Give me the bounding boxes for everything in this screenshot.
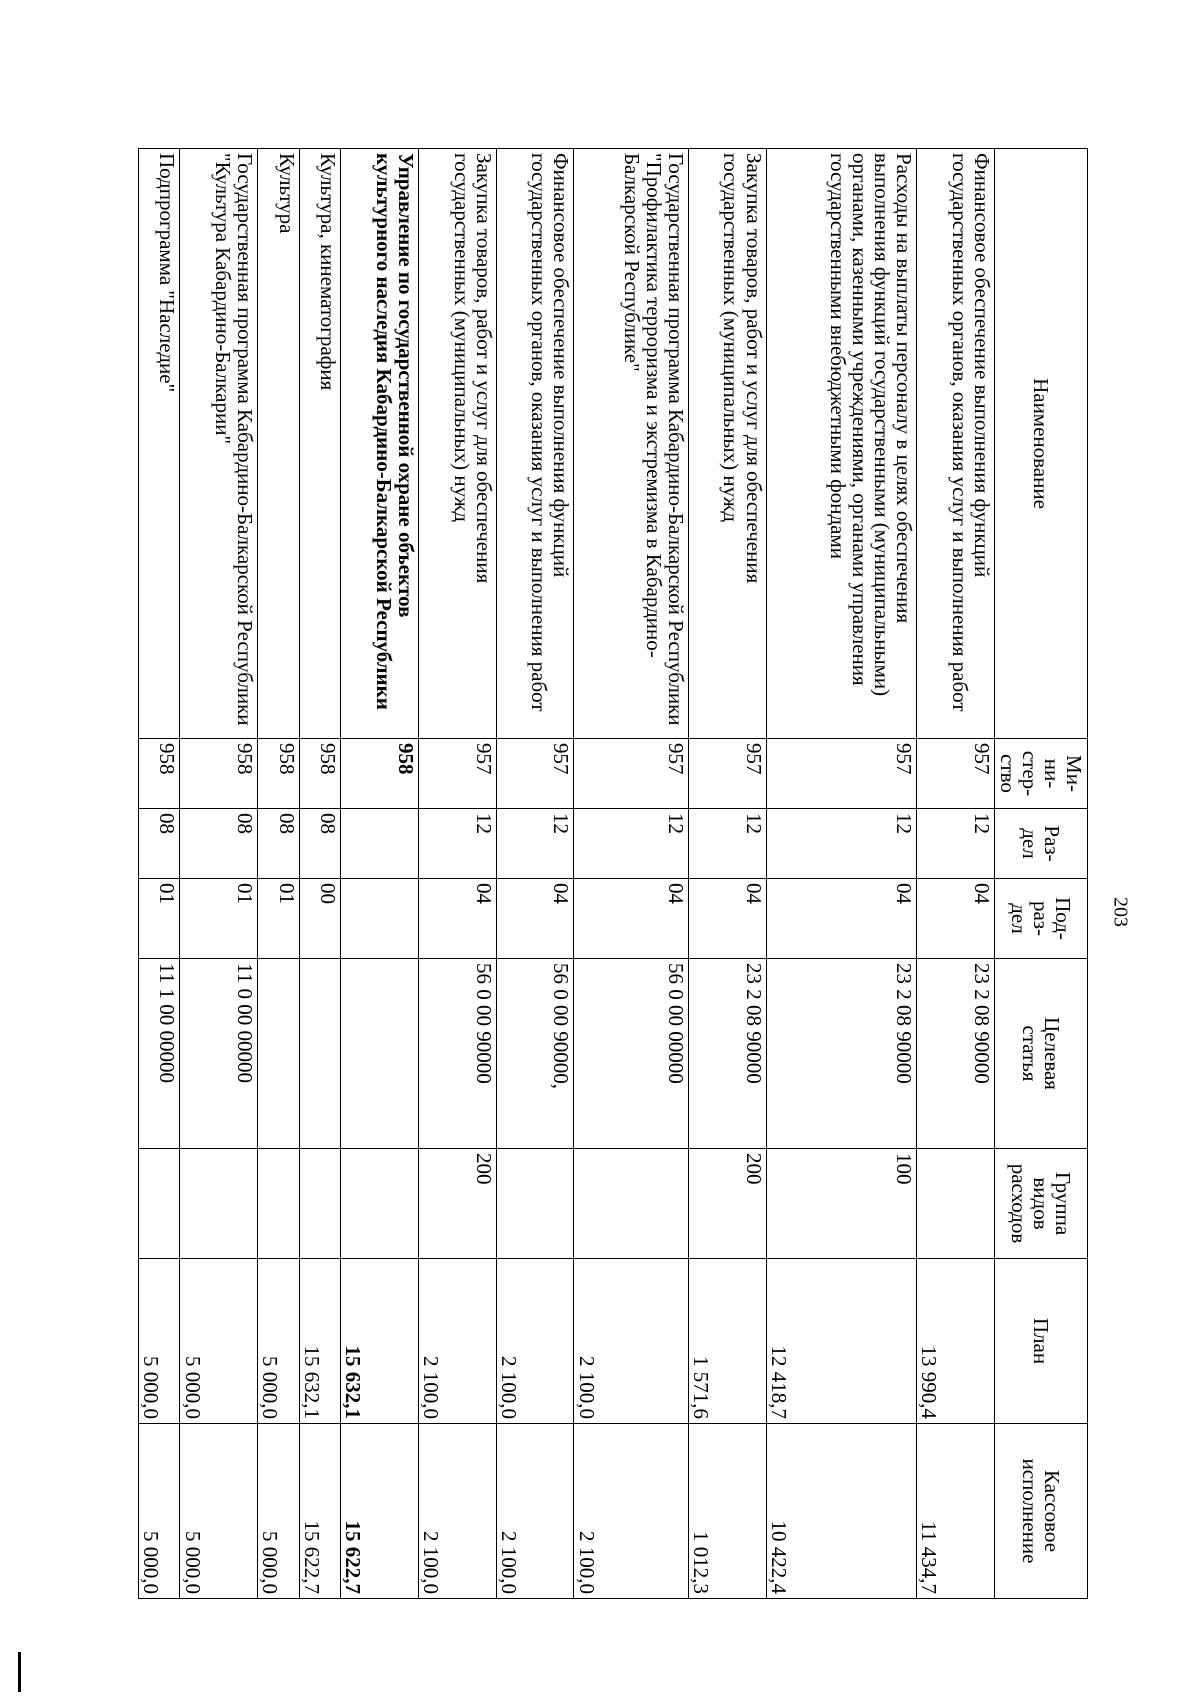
cell-target: 23 2 08 90000 bbox=[688, 959, 766, 1149]
cell-group: 200 bbox=[418, 1149, 496, 1259]
cell-plan: 2 100,0 bbox=[418, 1259, 496, 1424]
cell-subsection bbox=[341, 879, 419, 959]
cell-plan: 2 100,0 bbox=[496, 1259, 574, 1424]
cell-ministry: 957 bbox=[418, 739, 496, 809]
cell-target: 23 2 08 90000 bbox=[917, 959, 995, 1149]
page-number: 203 bbox=[1109, 897, 1132, 927]
cell-plan: 2 100,0 bbox=[574, 1259, 688, 1424]
header-name: Наименование bbox=[995, 149, 1088, 739]
table-row bbox=[766, 149, 917, 1599]
cell-section: 12 bbox=[574, 809, 688, 879]
cell-section: 12 bbox=[418, 809, 496, 879]
cell-section: 08 bbox=[180, 809, 258, 879]
cell-name: Финансовое обеспечение выполнения функций государственных органов, оказания услуг и выполнения работ bbox=[496, 149, 574, 739]
cell-ministry: 958 bbox=[258, 739, 299, 809]
cell-ministry: 958 bbox=[341, 739, 419, 809]
cell-subsection: 04 bbox=[917, 879, 995, 959]
header-subsection: Под- раз- дел bbox=[995, 879, 1088, 959]
table-row bbox=[418, 149, 496, 1599]
table-row bbox=[341, 149, 419, 1599]
cell-actual: 15 622,7 bbox=[299, 1424, 340, 1599]
margin-mark bbox=[18, 1652, 21, 1692]
cell-group bbox=[180, 1149, 258, 1259]
header-group: Группа видов расходов bbox=[995, 1149, 1088, 1259]
table-body bbox=[139, 149, 995, 1599]
cell-target: 56 0 00 90000 bbox=[418, 959, 496, 1149]
cell-subsection: 04 bbox=[496, 879, 574, 959]
rotated-table-wrapper bbox=[138, 148, 1088, 1598]
cell-name: Культура bbox=[258, 149, 299, 739]
cell-group bbox=[574, 1149, 688, 1259]
header-plan: План bbox=[995, 1259, 1088, 1424]
cell-group: 200 bbox=[688, 1149, 766, 1259]
cell-section: 12 bbox=[688, 809, 766, 879]
cell-plan: 1 571,6 bbox=[688, 1259, 766, 1424]
cell-ministry: 958 bbox=[299, 739, 340, 809]
cell-group bbox=[258, 1149, 299, 1259]
table-row bbox=[496, 149, 574, 1599]
cell-ministry: 957 bbox=[917, 739, 995, 809]
cell-name: Подпрограмма "Наследие" bbox=[139, 149, 180, 739]
cell-target bbox=[341, 959, 419, 1149]
cell-subsection: 04 bbox=[418, 879, 496, 959]
cell-subsection: 01 bbox=[258, 879, 299, 959]
cell-section: 08 bbox=[139, 809, 180, 879]
cell-name: Финансовое обеспечение выполнения функций государственных органов, оказания услуг и выполнения работ bbox=[917, 149, 995, 739]
cell-target bbox=[258, 959, 299, 1149]
cell-group bbox=[299, 1149, 340, 1259]
budget-table bbox=[138, 148, 1088, 1599]
cell-group bbox=[496, 1149, 574, 1259]
cell-ministry: 957 bbox=[496, 739, 574, 809]
cell-plan: 5 000,0 bbox=[180, 1259, 258, 1424]
table-row bbox=[258, 149, 299, 1599]
cell-actual: 2 100,0 bbox=[574, 1424, 688, 1599]
cell-name: Закупка товаров, работ и услуг для обеспечения государственных (муниципальных) нужд bbox=[688, 149, 766, 739]
cell-actual: 1 012,3 bbox=[688, 1424, 766, 1599]
cell-actual: 5 000,0 bbox=[139, 1424, 180, 1599]
cell-target: 56 0 00 00000 bbox=[574, 959, 688, 1149]
cell-plan: 15 632,1 bbox=[341, 1259, 419, 1424]
cell-ministry: 957 bbox=[574, 739, 688, 809]
table-row bbox=[139, 149, 180, 1599]
cell-target: 23 2 08 90000 bbox=[766, 959, 917, 1149]
table-stage bbox=[138, 148, 1088, 1598]
cell-target bbox=[299, 959, 340, 1149]
cell-actual: 10 422,4 bbox=[766, 1424, 917, 1599]
header-target: Целевая статья bbox=[995, 959, 1088, 1149]
cell-target: 11 0 00 00000 bbox=[180, 959, 258, 1149]
cell-actual: 2 100,0 bbox=[418, 1424, 496, 1599]
cell-group bbox=[139, 1149, 180, 1259]
cell-group bbox=[341, 1149, 419, 1259]
cell-group bbox=[917, 1149, 995, 1259]
cell-section: 12 bbox=[496, 809, 574, 879]
cell-plan: 15 632,1 bbox=[299, 1259, 340, 1424]
table-row bbox=[299, 149, 340, 1599]
cell-target: 56 0 00 90000, bbox=[496, 959, 574, 1149]
cell-ministry: 957 bbox=[688, 739, 766, 809]
cell-plan: 5 000,0 bbox=[139, 1259, 180, 1424]
cell-actual: 2 100,0 bbox=[496, 1424, 574, 1599]
cell-section: 12 bbox=[766, 809, 917, 879]
cell-name: Закупка товаров, работ и услуг для обеспечения государственных (муниципальных) нужд bbox=[418, 149, 496, 739]
cell-actual: 15 622,7 bbox=[341, 1424, 419, 1599]
cell-plan: 13 990,4 bbox=[917, 1259, 995, 1424]
cell-name: Культура, кинематография bbox=[299, 149, 340, 739]
cell-ministry: 958 bbox=[139, 739, 180, 809]
cell-section: 08 bbox=[258, 809, 299, 879]
cell-subsection: 04 bbox=[766, 879, 917, 959]
cell-subsection: 04 bbox=[574, 879, 688, 959]
header-section: Раз- дел bbox=[995, 809, 1088, 879]
cell-section: 12 bbox=[917, 809, 995, 879]
cell-actual: 11 434,7 bbox=[917, 1424, 995, 1599]
cell-ministry: 957 bbox=[766, 739, 917, 809]
cell-actual: 5 000,0 bbox=[180, 1424, 258, 1599]
cell-section: 08 bbox=[299, 809, 340, 879]
cell-section bbox=[341, 809, 419, 879]
cell-ministry: 958 bbox=[180, 739, 258, 809]
table-row bbox=[917, 149, 995, 1599]
cell-plan: 5 000,0 bbox=[258, 1259, 299, 1424]
cell-name: Расходы на выплаты персоналу в целях обеспечения выполнения функций государственными (муниципальными) органами, казенными учреждениями, органами управления государственными внебюджетными фондами bbox=[766, 149, 917, 739]
header-actual: Кассовое исполнение bbox=[995, 1424, 1088, 1599]
cell-name: Управление по государственной охране объектов культурного наследия Кабардино-Балкарской Республики bbox=[341, 149, 419, 739]
cell-subsection: 01 bbox=[139, 879, 180, 959]
header-ministry: Ми- ни- стер- ство bbox=[995, 739, 1088, 809]
cell-group: 100 bbox=[766, 1149, 917, 1259]
cell-subsection: 00 bbox=[299, 879, 340, 959]
table-row bbox=[688, 149, 766, 1599]
cell-subsection: 01 bbox=[180, 879, 258, 959]
table-header-row bbox=[995, 149, 1088, 1599]
cell-name: Государственная программа Кабардино-Балкарской Республики "Культура Кабардино-Балкарии" bbox=[180, 149, 258, 739]
table-row bbox=[574, 149, 688, 1599]
table-row bbox=[180, 149, 258, 1599]
cell-name: Государственная программа Кабардино-Балкарской Республики "Профилактика терроризма и экстремизма в Кабардино-Балкарской Республике" bbox=[574, 149, 688, 739]
cell-actual: 5 000,0 bbox=[258, 1424, 299, 1599]
cell-target: 11 1 00 00000 bbox=[139, 959, 180, 1149]
cell-subsection: 04 bbox=[688, 879, 766, 959]
cell-plan: 12 418,7 bbox=[766, 1259, 917, 1424]
